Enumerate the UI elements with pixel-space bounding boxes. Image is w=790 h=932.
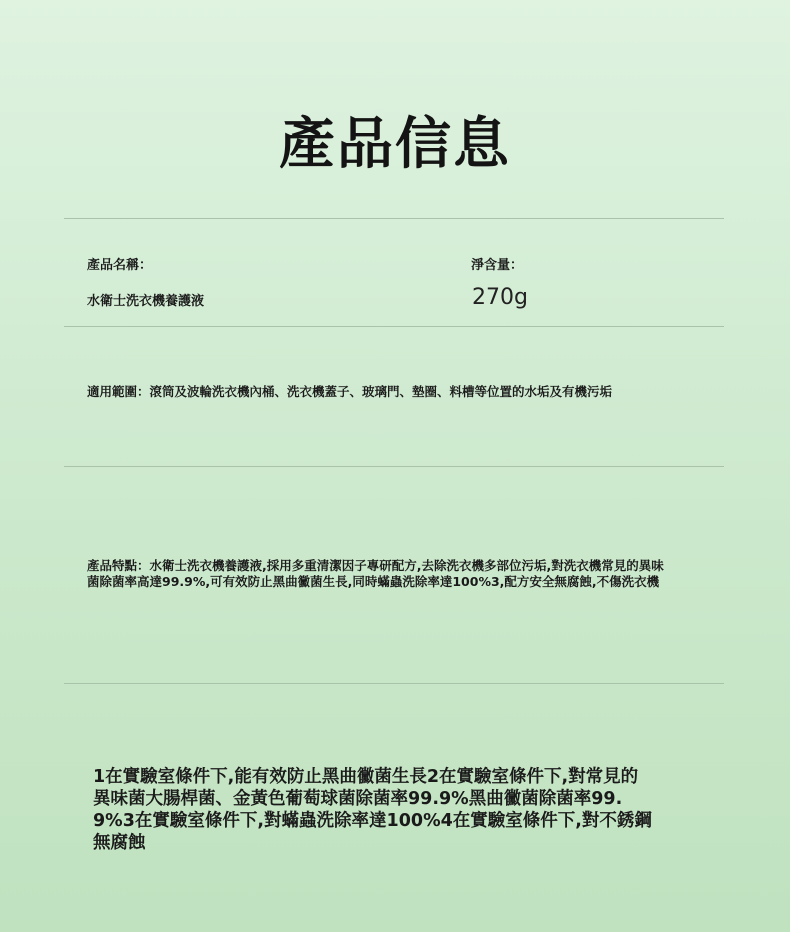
divider xyxy=(64,218,724,219)
notes-line: 9%3在實驗室條件下,對蟎蟲洗除率達100%4在實驗室條件下,對不銹鋼 xyxy=(93,811,652,831)
divider xyxy=(64,326,724,327)
net-content-label: 淨含量： xyxy=(471,258,524,273)
product-name-value: 水衛士洗衣機養護液 xyxy=(87,294,205,309)
features-line: 菌除菌率高達99.9%,可有效防止黑曲黴菌生長,同時蟎蟲洗除率達100%3,配方安全無腐蝕,不傷洗衣機 xyxy=(87,574,660,589)
product-name-label: 產品名稱： xyxy=(87,258,153,273)
features-line: 產品特點：水衛士洗衣機養護液,採用多重清潔因子專研配方,去除洗衣機多部位污垢,對洗衣機常見的異味 xyxy=(87,558,664,573)
usage-scope: 適用範圍：滾筒及波輪洗衣機內桶、洗衣機蓋子、玻璃門、墊圈、料槽等位置的水垢及有機污垢 xyxy=(87,384,613,399)
divider xyxy=(64,466,724,467)
page-title: 產品信息 xyxy=(279,112,511,177)
product-features xyxy=(87,558,707,590)
divider xyxy=(64,683,724,684)
lab-notes xyxy=(93,766,693,854)
notes-line: 異味菌大腸桿菌、金黃色葡萄球菌除菌率99.9%黑曲黴菌除菌率99. xyxy=(93,789,623,809)
notes-line: 無腐蝕 xyxy=(93,833,146,853)
notes-line: 1在實驗室條件下,能有效防止黑曲黴菌生長2在實驗室條件下,對常見的 xyxy=(93,767,639,787)
net-content-value: 270g xyxy=(472,285,528,310)
